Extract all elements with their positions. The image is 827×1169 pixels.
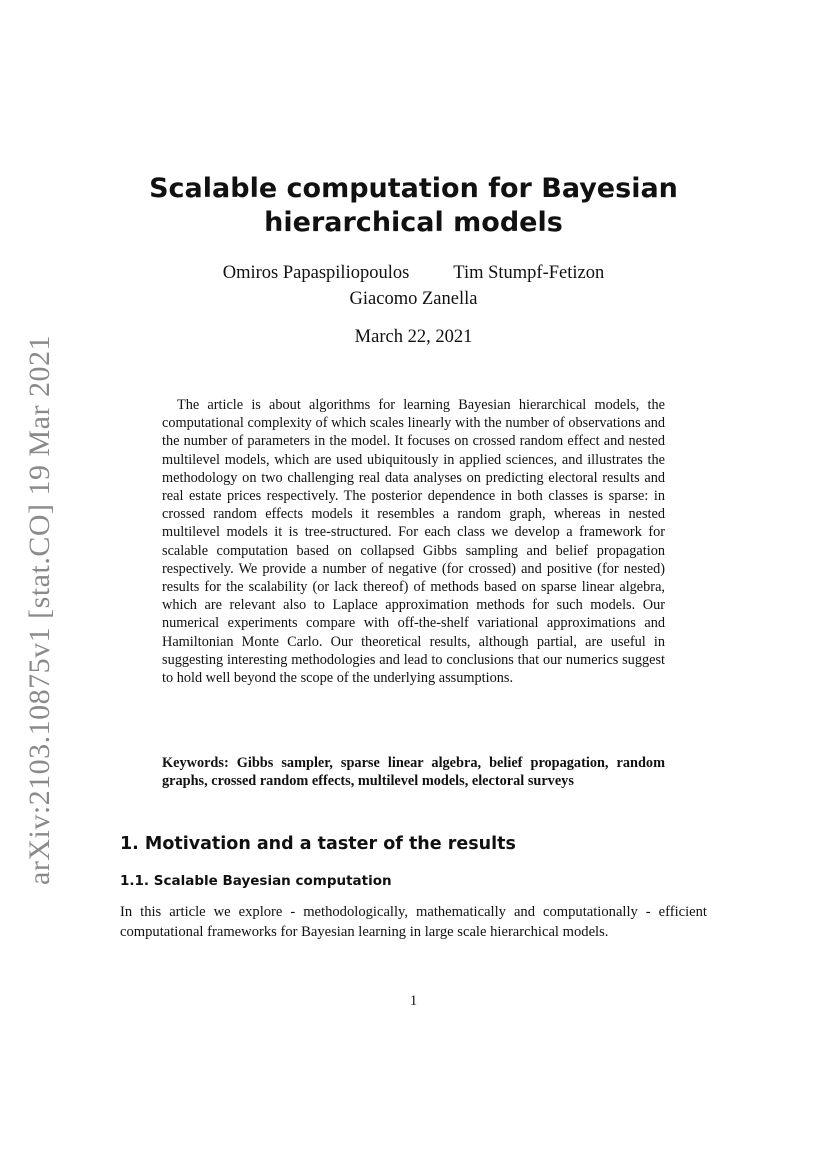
paper-title	[120, 172, 707, 240]
body-paragraph: In this article we explore - methodologically, mathematically and computationally - efficient computational frameworks for Bayesian learning in large scale hierarchical models.	[120, 904, 707, 940]
arxiv-watermark: arXiv:2103.10875v1 [stat.CO] 19 Mar 2021	[23, 335, 56, 885]
page-number: 1	[409, 993, 418, 1009]
author-name: Tim Stumpf-Fetizon	[453, 263, 605, 283]
author-list	[120, 260, 707, 312]
paper-date: March 22, 2021	[354, 327, 473, 347]
title-line-1: Scalable computation for Bayesian	[149, 173, 678, 204]
author-name: Omiros Papaspiliopoulos	[222, 263, 410, 283]
subsection-heading: 1.1. Scalable Bayesian computation	[120, 873, 392, 889]
author-row	[120, 260, 707, 286]
keywords: Keywords: Gibbs sampler, sparse linear algebra, belief propagation, random graphs, crossed random effects, multilevel models, electoral surveys	[162, 755, 665, 790]
abstract-text: The article is about algorithms for learning Bayesian hierarchical models, the computational complexity of which scales linearly with the number of observations and the number of parameters in the model. It focuses on crossed random effect and nested multilevel models, which are used ubiquitously in applied sciences, and illustrates the methodology on two challenging real data analyses on predicting electoral results and real estate prices respectively. The posterior dependence in both classes is sparse: in crossed random effects models it resembles a random graph, whereas in nested multilevel models it is tree-structured. For each class we develop a framework for scalable computation based on collapsed Gibbs sampling and belief propagation respectively. We provide a number of negative (for crossed) and positive (for nested) results for the scalability (or lack thereof) of methods based on sparse linear algebra, which are relevant also to Laplace approximation methods for such models. Our numerical experiments compare with off-the-shelf variational approximations and Hamiltonian Monte Carlo. Our theoretical results, although partial, are useful in suggesting interesting methodologies and lead to conclusions that our numerics suggest to hold well beyond the scope of the underlying assumptions.	[162, 397, 665, 687]
section-heading: 1. Motivation and a taster of the results	[120, 834, 516, 854]
author-name: Giacomo Zanella	[349, 289, 478, 309]
title-line-2: hierarchical models	[264, 207, 563, 238]
